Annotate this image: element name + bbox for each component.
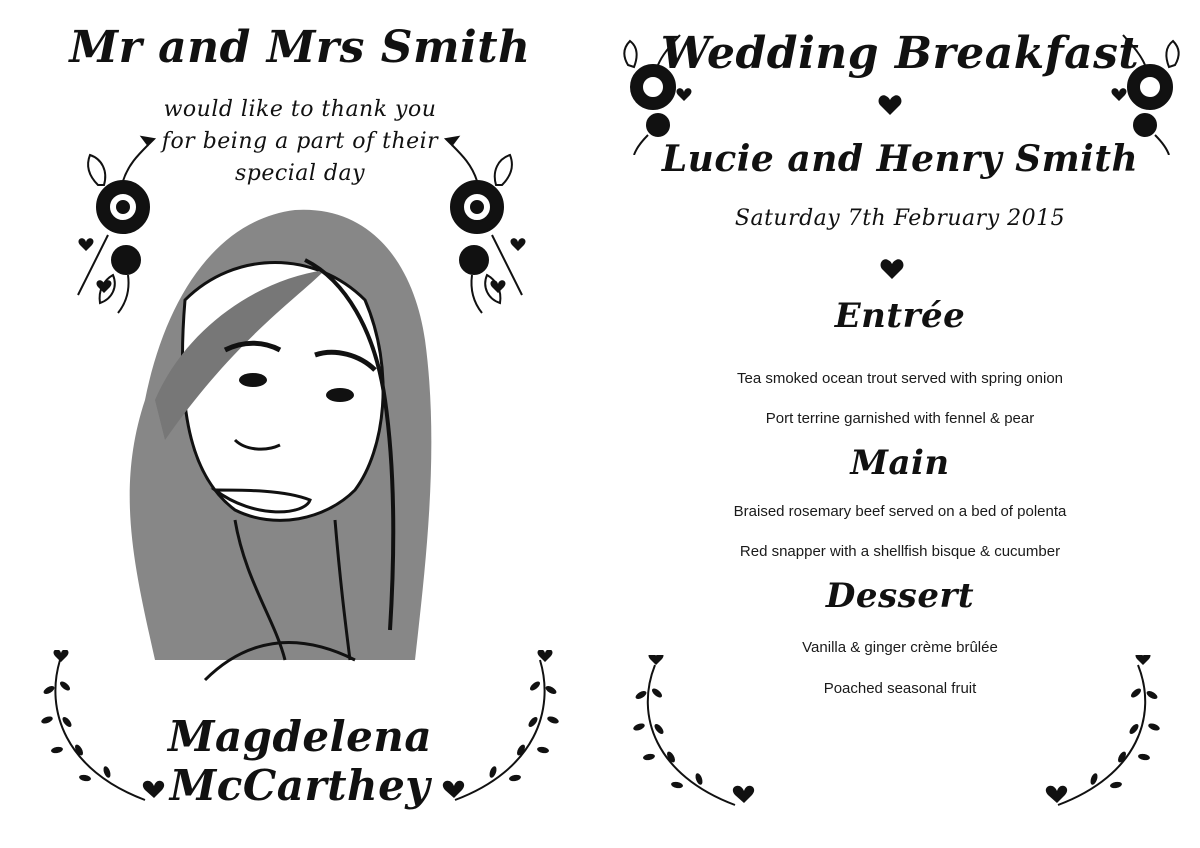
couple-names: Lucie and Henry Smith (661, 138, 1139, 180)
menu-dish: Vanilla & ginger crème brûlée (802, 639, 998, 656)
menu-dish: Port terrine garnished with fennel & pear (765, 410, 1035, 427)
course-heading-dessert: Dessert (825, 576, 975, 616)
menu-dish: Red snapper with a shellfish bisque & cucumber (739, 543, 1061, 560)
course-heading-entree: Entrée (834, 296, 966, 336)
card-title: Mr and Mrs Smith (69, 22, 531, 73)
message-line: special day (234, 161, 366, 186)
menu-title: Wedding Breakfast (660, 28, 1140, 79)
heart-icon (880, 258, 904, 280)
message-line: would like to thank you (163, 97, 437, 122)
menu-dish: Braised rosemary beef served on a bed of polenta (733, 503, 1067, 520)
heart-icon (878, 94, 902, 116)
thank-you-message (150, 94, 450, 190)
wedding-date: Saturday 7th February 2015 (734, 206, 1066, 231)
portrait-caricature (95, 190, 455, 700)
guest-name: Magdelena McCarthey (167, 712, 433, 810)
message-line: for being a part of their (161, 129, 439, 154)
laurel-branch-icon (1038, 655, 1168, 815)
menu-dish: Poached seasonal fruit (823, 680, 977, 697)
laurel-branch-icon (625, 655, 755, 815)
menu-card (600, 0, 1200, 848)
menu-dish: Tea smoked ocean trout served with spring onion (736, 370, 1063, 387)
course-heading-main: Main (850, 443, 950, 483)
